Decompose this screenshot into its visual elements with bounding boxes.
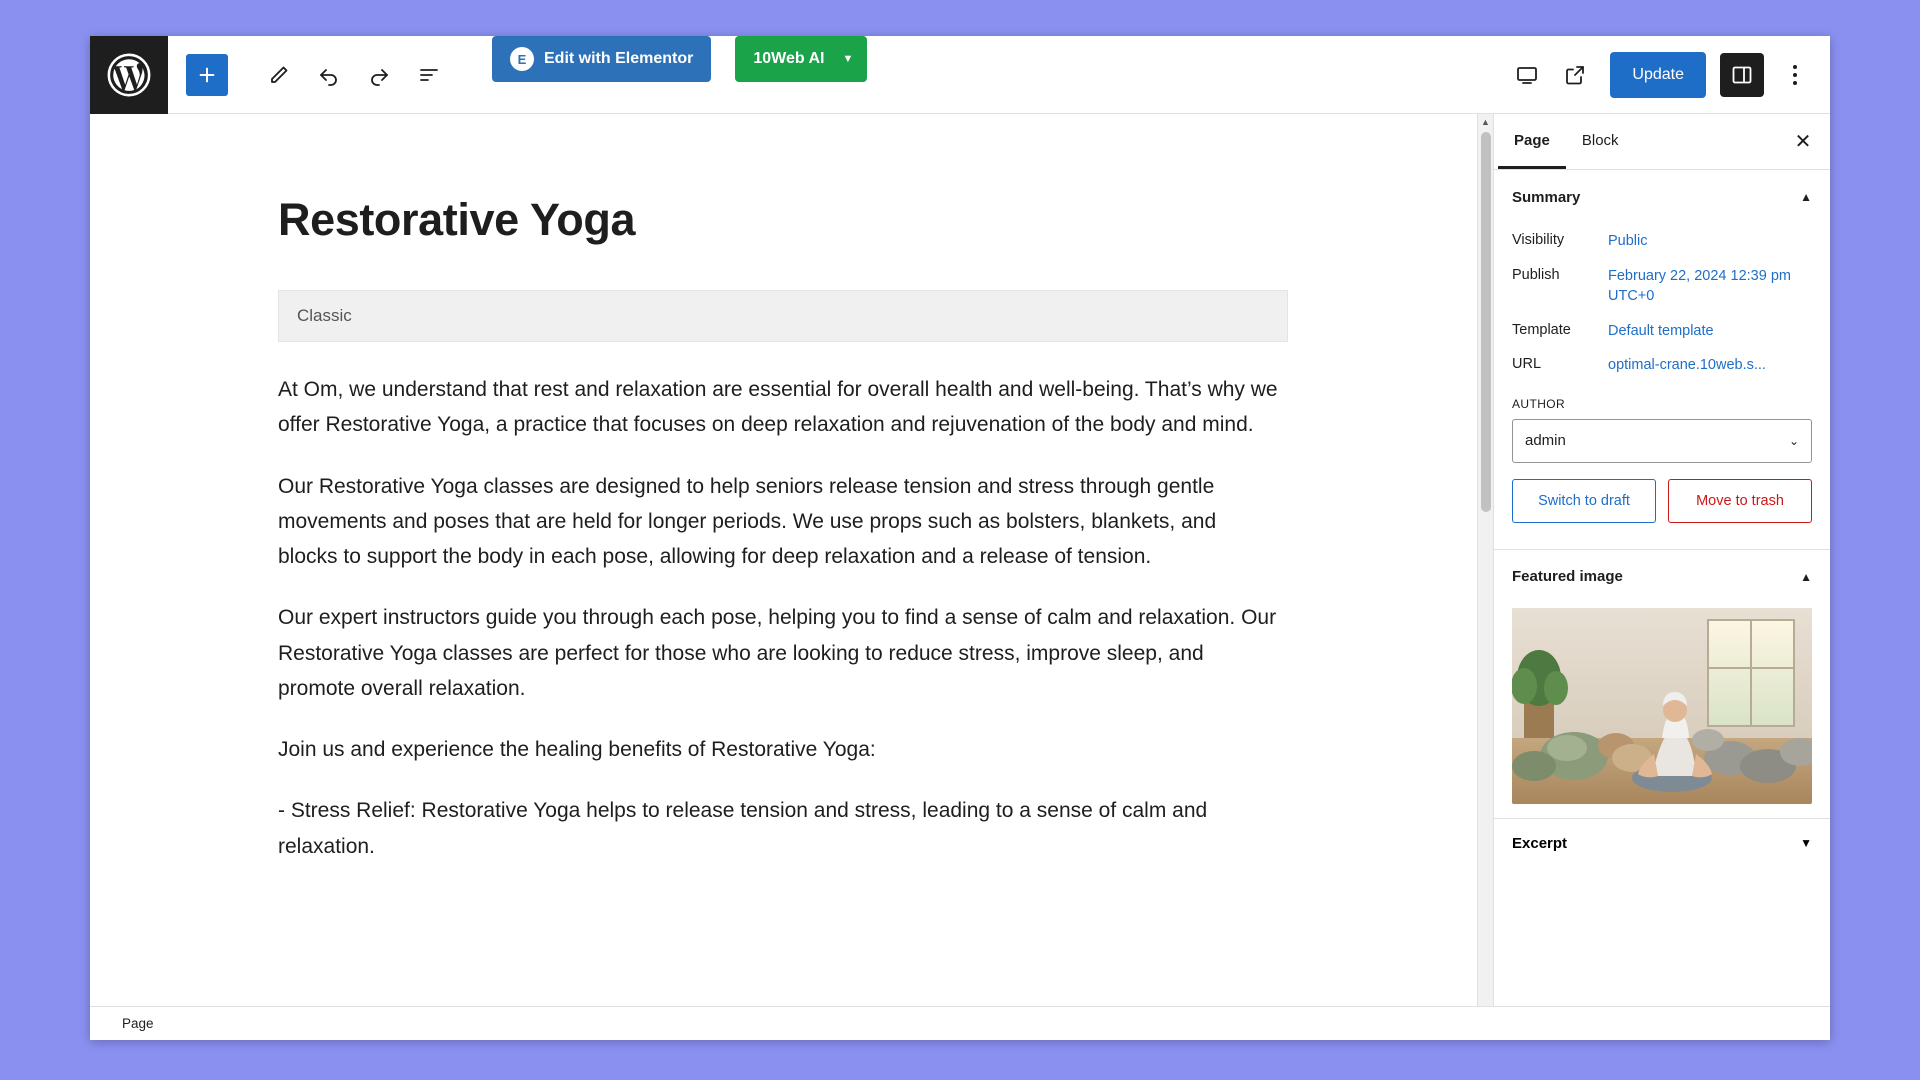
summary-row-publish	[1512, 259, 1812, 314]
template-label: Template	[1512, 321, 1571, 338]
switch-to-draft-button[interactable]	[1512, 479, 1656, 523]
author-select[interactable]	[1512, 419, 1812, 463]
move-to-trash-button[interactable]	[1668, 479, 1812, 523]
edit-with-elementor-button[interactable]	[492, 36, 711, 82]
switch-to-draft-label: Switch to draft	[1538, 492, 1630, 509]
author-label: AUTHOR	[1512, 396, 1566, 411]
breadcrumb[interactable]: Page	[122, 1016, 154, 1031]
paragraph-block[interactable]: - Stress Relief: Restorative Yoga helps to release tension and stress, leading to a sense of calm and relaxation.	[278, 799, 1208, 858]
editor-canvas-area	[90, 114, 1494, 1006]
featured-image-panel-header[interactable]	[1494, 550, 1830, 604]
elementor-badge-icon: E	[510, 47, 534, 71]
tab-block[interactable]	[1566, 114, 1635, 169]
excerpt-panel-header[interactable]	[1494, 818, 1830, 868]
editor-canvas[interactable]	[90, 114, 1493, 1006]
desktop-preview-icon[interactable]	[1506, 54, 1548, 96]
edit-with-elementor-label: Edit with Elementor	[544, 50, 694, 67]
summary-row-visibility	[1512, 224, 1812, 259]
visibility-value[interactable]: Public	[1608, 233, 1648, 249]
chevron-down-icon: ⌄	[1788, 433, 1799, 448]
page-title[interactable]: Restorative Yoga	[278, 194, 636, 245]
list-view-icon[interactable]	[408, 54, 450, 96]
featured-image-thumbnail[interactable]	[1512, 608, 1812, 804]
update-button[interactable]	[1610, 52, 1706, 98]
summary-row-url	[1512, 348, 1812, 383]
move-to-trash-label: Move to trash	[1696, 492, 1784, 509]
sidebar-tabs	[1494, 114, 1830, 170]
classic-block-label: Classic	[297, 306, 352, 325]
update-label: Update	[1632, 65, 1684, 83]
classic-block[interactable]	[278, 290, 1288, 342]
settings-sidebar	[1494, 114, 1830, 1006]
more-options-icon[interactable]	[1776, 53, 1814, 97]
post-actions	[1512, 479, 1812, 523]
publish-label: Publish	[1512, 266, 1560, 283]
paragraph-block[interactable]: At Om, we understand that rest and relaxation are essential for overall health and well-being. That’s why we offer Restorative Yoga, a practice that focuses on deep relaxation and rejuvenation of the body and mind.	[278, 378, 1278, 437]
publish-value[interactable]: February 22, 2024 12:39 pm UTC+0	[1608, 267, 1791, 305]
editor-footer	[90, 1006, 1830, 1040]
editor-toolbar	[90, 36, 1830, 114]
toolbar-right-tools	[1506, 36, 1830, 113]
tenweb-ai-label: 10Web AI	[753, 50, 825, 67]
summary-panel-body	[1494, 224, 1830, 545]
featured-image-title: Featured image	[1512, 568, 1623, 586]
excerpt-title: Excerpt	[1512, 834, 1568, 852]
add-block-button[interactable]	[186, 54, 228, 96]
tab-block-label: Block	[1581, 131, 1619, 149]
paragraph-block[interactable]: Our Restorative Yoga classes are designed to help seniors release tension and stress through gentle movements and poses that are held for longer periods. We use props such as bolsters, blankets, and blocks to support the body in each pose, allowing for deep relaxation and a release of tension.	[278, 474, 1217, 569]
yoga-room-photo-icon	[1512, 608, 1812, 804]
tenweb-ai-button[interactable]	[735, 36, 867, 82]
editor-workspace	[90, 114, 1830, 1006]
close-icon[interactable]: ✕	[1794, 131, 1812, 153]
wordpress-logo-icon[interactable]	[90, 36, 168, 114]
tab-page-label: Page	[1514, 131, 1550, 149]
url-label: URL	[1512, 356, 1542, 373]
author-value: admin	[1525, 432, 1566, 450]
redo-icon[interactable]	[358, 54, 400, 96]
template-value[interactable]: Default template	[1608, 322, 1714, 339]
url-value[interactable]: optimal-crane.10web.s...	[1608, 357, 1766, 374]
wordpress-editor-window	[90, 36, 1830, 1040]
undo-icon[interactable]	[308, 54, 350, 96]
toolbar-left-tools	[168, 36, 450, 113]
paragraph-block[interactable]: Join us and experience the healing benefits of Restorative Yoga:	[278, 738, 876, 762]
summary-title: Summary	[1512, 188, 1581, 206]
scroll-up-icon[interactable]: ▲	[1481, 117, 1490, 127]
settings-sidebar-icon[interactable]	[1720, 53, 1764, 97]
chevron-up-icon[interactable]: ▲	[1800, 569, 1812, 584]
canvas-scrollbar[interactable]	[1477, 114, 1493, 1006]
visibility-label: Visibility	[1512, 232, 1565, 248]
view-post-external-icon[interactable]	[1554, 54, 1596, 96]
scrollbar-thumb[interactable]	[1481, 132, 1491, 512]
chevron-up-icon[interactable]: ▲	[1800, 190, 1812, 204]
summary-panel-header[interactable]	[1494, 170, 1830, 224]
summary-row-template	[1512, 314, 1812, 349]
paragraph-block[interactable]: Our expert instructors guide you through each pose, helping you to find a sense of calm and relaxation. Our Restorative Yoga classes are perfect for those who are looking to reduce stress, improve sleep, and promote overall relaxation.	[278, 606, 1277, 700]
chevron-down-icon: ▼	[842, 53, 854, 65]
tab-page[interactable]	[1498, 114, 1566, 169]
edit-pencil-icon[interactable]	[258, 54, 300, 96]
chevron-down-icon[interactable]: ▼	[1800, 836, 1812, 851]
